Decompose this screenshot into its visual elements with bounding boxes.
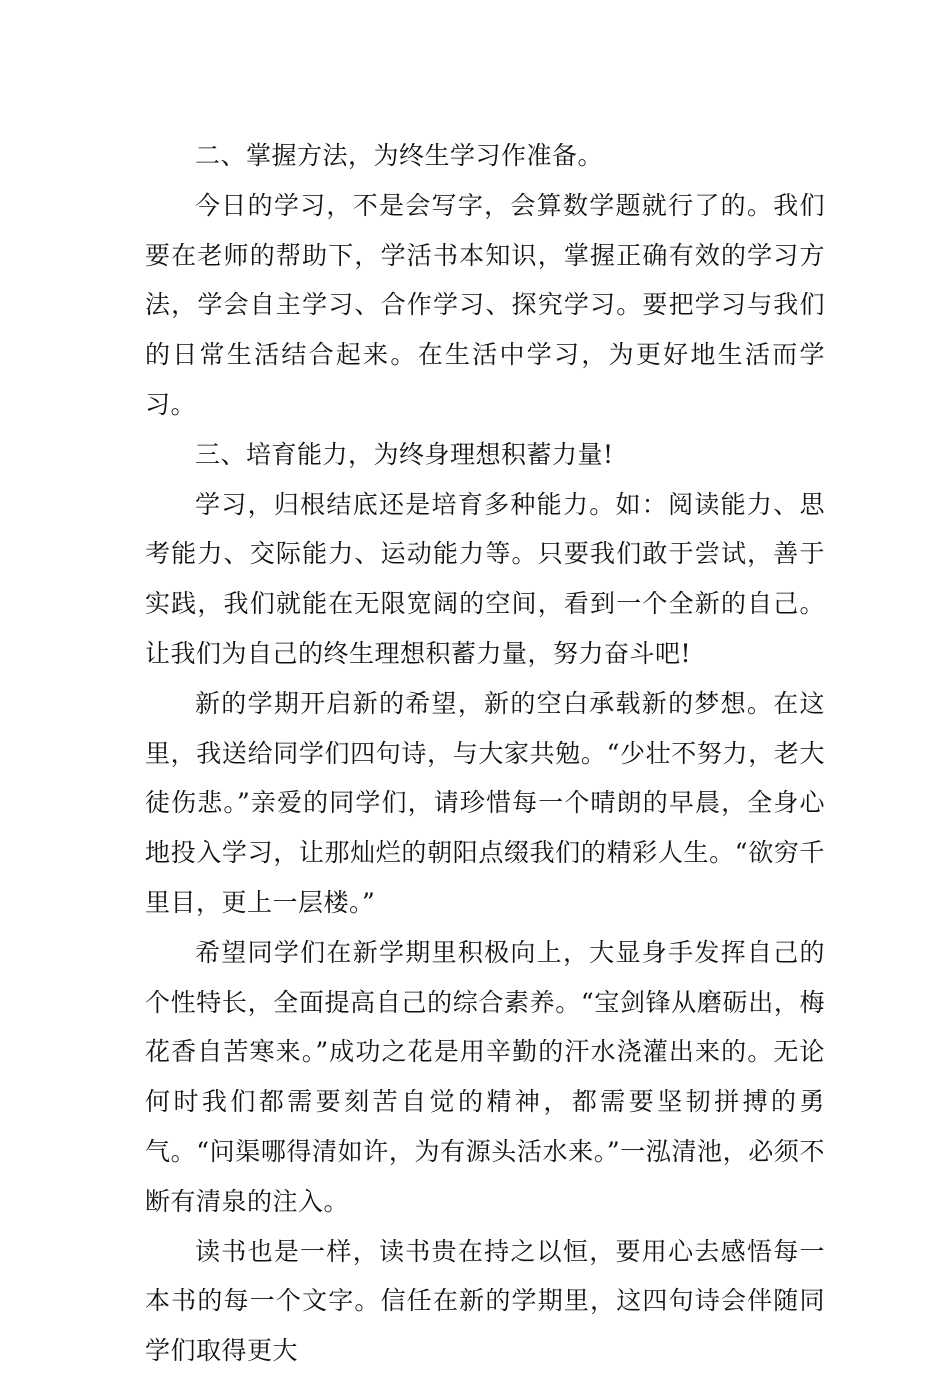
paragraph: 今日的学习，不是会写字，会算数学题就行了的。我们要在老师的帮助下，学活书本知识，掌握正确有效的学习方法，学会自主学习、合作学习、探究学习。要把学习与我们的日常生活结合起来。在生活中学习，为更好地生活而学习。 [145,190,825,419]
paragraph: 新的学期开启新的希望，新的空白承载新的梦想。在这里，我送给同学们四句诗，与大家共勉。“少壮不努力，老大徒伤悲。”亲爱的同学们，请珍惜每一个晴朗的早晨，全身心地投入学习，让那灿烂的朝阳点缀我们的精彩人生。“欲穷千里目，更上一层楼。” [145,688,825,917]
paragraph: 学习，归根结底还是培育多种能力。如：阅读能力、思考能力、交际能力、运动能力等。只要我们敢于尝试，善于实践，我们就能在无限宽阔的空间，看到一个全新的自己。让我们为自己的终生理想积蓄力量，努力奋斗吧! [145,489,825,668]
paragraph-heading-2: 二、掌握方法，为终生学习作准备。 [195,141,604,170]
document-body [145,131,825,1376]
paragraph-heading-3: 三、培育能力，为终身理想积蓄力量! [195,439,614,469]
paragraph: 读书也是一样，读书贵在持之以恒，要用心去感悟每一本书的每一个文字。信任在新的学期里，这四句诗会伴随同学们取得更大 [145,1236,825,1366]
paragraph: 希望同学们在新学期里积极向上，大显身手发挥自己的个性特长，全面提高自己的综合素养。“宝剑锋从磨砺出，梅花香自苦寒来。”成功之花是用辛勤的汗水浇灌出来的。无论何时我们都需要刻苦自觉的精神，都需要坚韧拼搏的勇气。“问渠哪得清如许，为有源头活水来。”一泓清池，必须不断有清泉的注入。 [145,937,825,1216]
